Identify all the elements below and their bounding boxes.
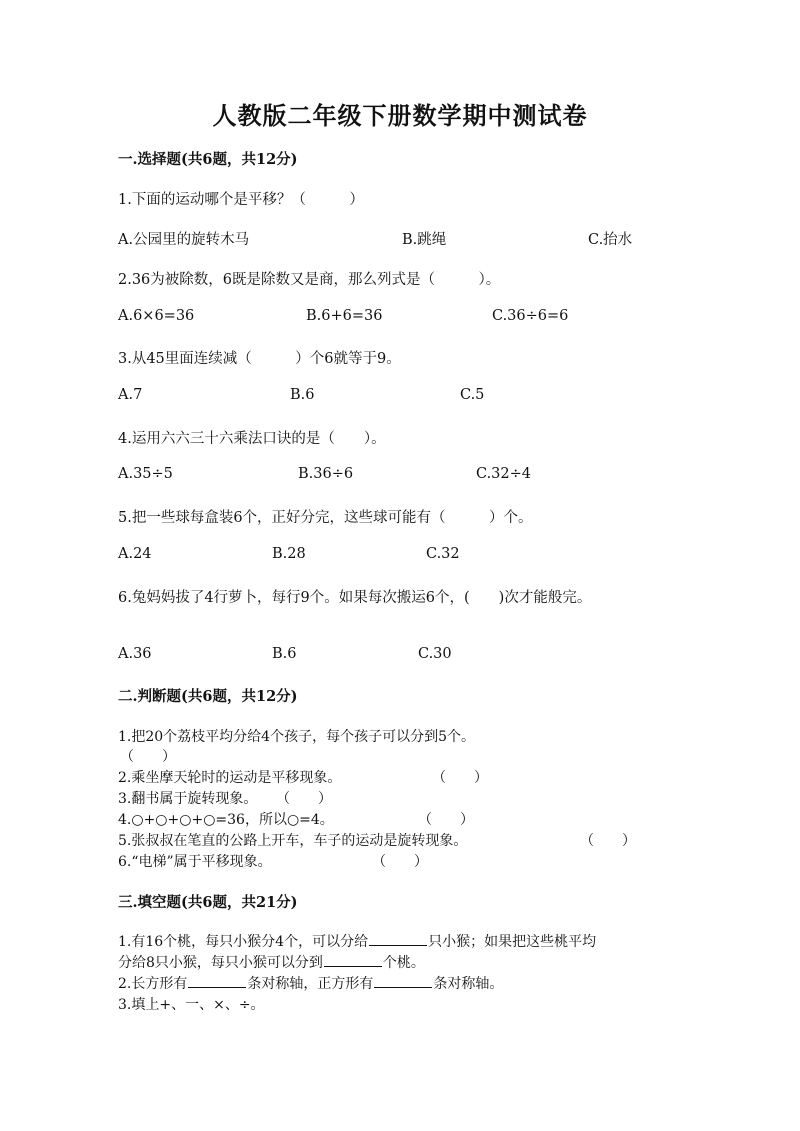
question-6-option-c: C.30 xyxy=(418,646,452,662)
fill-1-blank-2[interactable] xyxy=(324,965,382,967)
judgment-1-paren: （ ） xyxy=(120,749,176,765)
question-2-stem: 2.36为被除数，6既是除数又是商，那么列式是（ ）。 xyxy=(118,272,501,288)
fill-2-blank-2[interactable] xyxy=(374,986,432,988)
question-2-option-c: C.36÷6=6 xyxy=(492,308,569,324)
fill-2-text-c: 条对称轴。 xyxy=(433,976,504,992)
judgment-2-paren: （ ） xyxy=(432,770,488,786)
judgment-5-paren: （ ） xyxy=(580,833,636,849)
judgment-5-text: 5.张叔叔在笔直的公路上开车，车子的运动是旋转现象。 xyxy=(118,833,468,849)
fill-2-blank-1[interactable] xyxy=(188,986,246,988)
question-5-stem: 5.把一些球每盒装6个，正好分完，这些球可能有（ ）个。 xyxy=(118,510,533,526)
question-1-option-b: B.跳绳 xyxy=(402,232,447,248)
judgment-4-text: 4.○+○+○+○=36，所以○=4。 xyxy=(118,812,334,828)
judgment-3-text: 3.翻书属于旋转现象。 xyxy=(118,791,258,807)
question-1-stem: 1.下面的运动哪个是平移？（ ） xyxy=(118,192,364,208)
question-4-option-a: A.35÷5 xyxy=(118,466,173,482)
question-3-option-b: B.6 xyxy=(290,387,315,403)
fill-1-line-1 xyxy=(118,931,596,951)
judgment-6-text: 6.“电梯”属于平移现象。 xyxy=(118,854,272,870)
judgment-6-paren: （ ） xyxy=(372,854,428,870)
fill-2-text-a: 2.长方形有 xyxy=(118,976,188,992)
judgment-2-text: 2.乘坐摩天轮时的运动是平移现象。 xyxy=(118,770,342,786)
question-5-option-b: B.28 xyxy=(272,546,306,562)
section-header-choice: 一.选择题(共6题，共12分) xyxy=(118,151,298,168)
question-5-option-c: C.32 xyxy=(426,546,460,562)
question-1-option-c: C.抬水 xyxy=(588,232,633,248)
question-6-option-b: B.6 xyxy=(272,646,297,662)
fill-1-text-d: 个桃。 xyxy=(382,955,425,971)
fill-1-line-2 xyxy=(118,952,425,972)
page-title: 人教版二年级下册数学期中测试卷 xyxy=(212,101,588,130)
question-2-option-b: B.6+6=36 xyxy=(306,308,383,324)
fill-1-text-c: 分给8只小猴，每只小猴可以分到 xyxy=(118,955,323,971)
judgment-3-paren: （ ） xyxy=(276,791,332,807)
question-2-option-a: A.6×6=36 xyxy=(118,308,195,324)
fill-3-line: 3.填上+、一、×、÷。 xyxy=(118,997,265,1013)
section-header-judgment: 二.判断题(共6题，共12分) xyxy=(118,688,298,705)
question-3-option-a: A.7 xyxy=(118,387,143,403)
question-4-option-b: B.36÷6 xyxy=(298,466,354,482)
fill-1-text-b: 只小猴；如果把这些桃平均 xyxy=(428,934,597,950)
fill-1-text-a: 1.有16个桃，每只小猴分4个，可以分给 xyxy=(118,934,369,950)
question-4-option-c: C.32÷4 xyxy=(476,466,532,482)
question-5-option-a: A.24 xyxy=(118,546,152,562)
question-6-option-a: A.36 xyxy=(118,646,152,662)
fill-1-blank-1[interactable] xyxy=(369,944,427,946)
question-4-stem: 4.运用六六三十六乘法口诀的是（ ）。 xyxy=(118,431,386,447)
judgment-4-paren: （ ） xyxy=(418,812,474,828)
judgment-1-text: 1.把20个荔枝平均分给4个孩子，每个孩子可以分到5个。 xyxy=(118,729,475,745)
question-3-option-c: C.5 xyxy=(460,387,485,403)
fill-2-text-b: 条对称轴，正方形有 xyxy=(247,976,374,992)
question-3-stem: 3.从45里面连续减（ ）个6就等于9。 xyxy=(118,351,401,367)
question-6-stem: 6.兔妈妈拔了4行萝卜，每行9个。如果每次搬运6个，( )次才能般完。 xyxy=(118,590,592,606)
question-1-option-a: A.公园里的旋转木马 xyxy=(118,232,250,248)
fill-2-line xyxy=(118,973,503,993)
section-header-fill: 三.填空题(共6题，共21分) xyxy=(118,894,298,911)
